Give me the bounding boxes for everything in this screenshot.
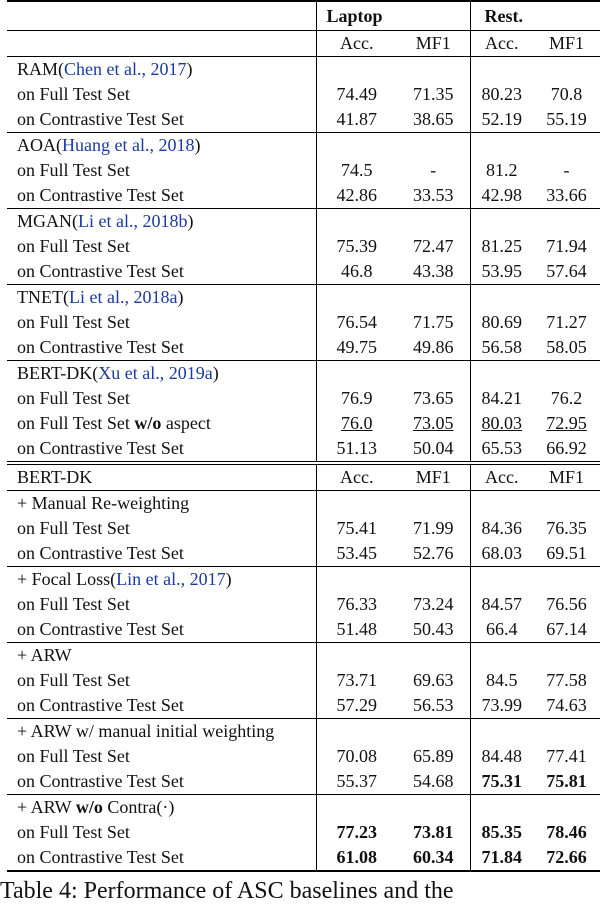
cell-laptop-mf1: [397, 234, 470, 259]
cell-rest-mf1: [533, 820, 600, 845]
cell-value: 85.35: [481, 822, 522, 842]
row-label: [7, 310, 316, 335]
model-name: TNET: [17, 287, 63, 307]
header-row-metrics: [7, 31, 600, 57]
results-table: [7, 0, 600, 872]
row-label-text: on Contrastive Test Set: [17, 261, 184, 281]
cell-rest-acc: [470, 335, 533, 361]
cell-value: 57.29: [336, 695, 377, 715]
row-label: [7, 436, 316, 463]
row-label-text: on Contrastive Test Set: [17, 847, 184, 867]
cell-laptop-mf1: [397, 592, 470, 617]
row-label: [7, 769, 316, 795]
cell-laptop-mf1: [397, 259, 470, 285]
cell-rest-mf1: [533, 769, 600, 795]
cell-value: 84.36: [481, 518, 522, 538]
row-label: [7, 183, 316, 209]
cell-rest-acc: [470, 234, 533, 259]
cell-rest-mf1: [533, 411, 600, 436]
cell-rest-acc: [470, 541, 533, 567]
row-label: [7, 617, 316, 643]
cell-value: 71.84: [481, 847, 522, 867]
table-row: [7, 541, 600, 567]
cell-value: 70.8: [550, 84, 583, 104]
cell-laptop-mf1: [397, 820, 470, 845]
cell-value: 49.75: [336, 337, 377, 357]
row-label-text: on Full Test Set: [17, 236, 130, 256]
cell-laptop-acc: [316, 310, 397, 335]
cell-laptop-mf1: [397, 516, 470, 541]
cell-rest-acc: [470, 259, 533, 285]
group-label: BERT-DK(Xu et al., 2019a): [7, 361, 316, 387]
group-row: [7, 491, 600, 517]
row-label: [7, 693, 316, 719]
cell-value: 75.39: [336, 236, 377, 256]
cell-laptop-mf1: [397, 82, 470, 107]
row-label-text: on Contrastive Test Set: [17, 438, 184, 458]
cell-value: -: [430, 160, 437, 180]
cell-value: 76.0: [341, 413, 373, 433]
table-row: [7, 82, 600, 107]
cell-value: 68.03: [481, 543, 522, 563]
cell-value: 77.41: [546, 746, 587, 766]
cell-value: 70.08: [336, 746, 377, 766]
cell-laptop-acc: [316, 617, 397, 643]
cell-value: 74.5: [341, 160, 373, 180]
table-row: [7, 693, 600, 719]
table-row: [7, 310, 600, 335]
cell-rest-acc: [470, 845, 533, 871]
cell-laptop-mf1: [397, 386, 470, 411]
section2-header-laptop-mf1: MF1: [397, 463, 470, 491]
cell-value: 81.2: [486, 160, 518, 180]
table-row: [7, 845, 600, 871]
cell-laptop-acc: [316, 183, 397, 209]
cell-rest-mf1: [533, 693, 600, 719]
row-label-text: on Full Test Set: [17, 160, 130, 180]
cell-rest-mf1: [533, 335, 600, 361]
cell-rest-acc: [470, 668, 533, 693]
cell-rest-mf1: [533, 541, 600, 567]
model-name: RAM: [17, 59, 59, 79]
cell-value: 84.5: [486, 670, 518, 690]
group-row: [7, 795, 600, 821]
cell-value: 43.38: [413, 261, 454, 281]
table-caption: Table 4: Performance of ASC baselines and the: [0, 878, 454, 904]
citation-link[interactable]: Li et al., 2018b: [78, 211, 188, 231]
table-row: [7, 386, 600, 411]
cell-value: 75.31: [481, 771, 522, 791]
cell-value: 76.56: [546, 594, 587, 614]
citation-link[interactable]: Huang et al., 2018: [62, 135, 195, 155]
cell-rest-acc: [470, 436, 533, 463]
cell-laptop-acc: [316, 158, 397, 183]
cell-value: 80.69: [481, 312, 522, 332]
cell-value: 54.68: [413, 771, 454, 791]
cell-laptop-acc: [316, 744, 397, 769]
cell-laptop-mf1: [397, 617, 470, 643]
cell-rest-acc: [470, 617, 533, 643]
row-label: [7, 516, 316, 541]
row-label: [7, 668, 316, 693]
cell-value: 49.86: [413, 337, 454, 357]
cell-value: 73.65: [413, 388, 454, 408]
group-row: [7, 209, 600, 235]
cell-value: 74.49: [336, 84, 377, 104]
cell-value: 42.98: [481, 185, 522, 205]
cell-value: 46.8: [341, 261, 373, 281]
row-label-bold: w/o: [134, 413, 162, 433]
cell-rest-mf1: [533, 82, 600, 107]
cell-rest-acc: [470, 411, 533, 436]
table-row: [7, 234, 600, 259]
cell-value: 71.27: [546, 312, 587, 332]
row-label: [7, 107, 316, 133]
row-label: [7, 158, 316, 183]
section2-model: BERT-DK: [7, 463, 316, 491]
cell-laptop-acc: [316, 386, 397, 411]
cell-value: 80.23: [481, 84, 522, 104]
cell-laptop-acc: [316, 541, 397, 567]
table-row: [7, 769, 600, 795]
row-label-text: on Contrastive Test Set: [17, 337, 184, 357]
row-label-text: on Full Test Set: [17, 822, 130, 842]
table-row: [7, 668, 600, 693]
cell-value: 57.64: [546, 261, 587, 281]
cell-rest-mf1: [533, 234, 600, 259]
model-name: + Focal Loss: [17, 569, 111, 589]
row-label-text: on Contrastive Test Set: [17, 771, 184, 791]
cell-laptop-acc: [316, 592, 397, 617]
cell-value: 42.86: [336, 185, 377, 205]
row-label: [7, 411, 316, 436]
cell-value: 52.76: [413, 543, 454, 563]
cell-value: 66.92: [546, 438, 587, 458]
cell-value: 72.47: [413, 236, 454, 256]
table-row: [7, 158, 600, 183]
row-label: [7, 820, 316, 845]
cell-laptop-mf1: [397, 668, 470, 693]
cell-value: 66.4: [486, 619, 518, 639]
group-label: [7, 719, 316, 745]
cell-laptop-mf1: [397, 693, 470, 719]
row-label-text: on Full Test Set: [17, 388, 130, 408]
table-row: [7, 516, 600, 541]
row-label: [7, 259, 316, 285]
row-label-text: on Full Test Set: [17, 746, 130, 766]
cell-value: 69.51: [546, 543, 587, 563]
cell-value: 55.19: [546, 109, 587, 129]
cell-rest-mf1: [533, 668, 600, 693]
model-name: BERT-DK: [17, 363, 93, 383]
cell-laptop-acc: [316, 845, 397, 871]
table-row: [7, 335, 600, 361]
cell-value: 56.53: [413, 695, 454, 715]
table-row: [7, 259, 600, 285]
row-label: [7, 592, 316, 617]
row-label-text: on Contrastive Test Set: [17, 619, 184, 639]
row-label-text: on Full Test Set: [17, 84, 130, 104]
cell-value: 84.21: [481, 388, 522, 408]
cell-value: 53.45: [336, 543, 377, 563]
row-label-text: on Full Test Set: [17, 670, 130, 690]
cell-rest-acc: [470, 820, 533, 845]
cell-value: 84.57: [481, 594, 522, 614]
cell-rest-acc: [470, 310, 533, 335]
cell-laptop-mf1: [397, 310, 470, 335]
row-label-text: on Contrastive Test Set: [17, 185, 184, 205]
header-rest-acc: Acc.: [470, 31, 533, 57]
section2-header-row: [7, 463, 600, 491]
row-label: [7, 744, 316, 769]
cell-value: 77.58: [546, 670, 587, 690]
cell-value: 65.53: [481, 438, 522, 458]
cell-laptop-acc: [316, 436, 397, 463]
cell-value: 55.37: [336, 771, 377, 791]
table-row: [7, 592, 600, 617]
cell-value: 75.81: [546, 771, 587, 791]
cell-value: 71.99: [413, 518, 454, 538]
citation-link[interactable]: Chen et al., 2017: [64, 59, 187, 79]
cell-value: 78.46: [546, 822, 587, 842]
cell-value: 33.66: [546, 185, 587, 205]
table-row: [7, 744, 600, 769]
header-laptop-acc: Acc.: [316, 31, 397, 57]
cell-value: 72.95: [546, 413, 587, 433]
cell-laptop-mf1: [397, 769, 470, 795]
cell-value: 76.2: [550, 388, 583, 408]
group-label: TNET(Li et al., 2018a): [7, 285, 316, 311]
row-label-text: on Contrastive Test Set: [17, 695, 184, 715]
cell-value: 52.19: [481, 109, 522, 129]
cell-rest-acc: [470, 107, 533, 133]
cell-laptop-acc: [316, 693, 397, 719]
cell-rest-acc: [470, 516, 533, 541]
cell-value: -: [563, 160, 570, 180]
group-label: [7, 643, 316, 669]
group-row: [7, 133, 600, 159]
cell-laptop-mf1: [397, 436, 470, 463]
header-row-groups: [7, 1, 600, 31]
table-row: [7, 617, 600, 643]
cell-value: 50.43: [413, 619, 454, 639]
group-row: [7, 361, 600, 387]
cell-rest-acc: [470, 693, 533, 719]
results-table-container: [7, 0, 600, 872]
model-name: + Manual Re-weighting: [17, 493, 190, 513]
cell-value: 51.13: [336, 438, 377, 458]
cell-laptop-mf1: [397, 411, 470, 436]
cell-value: 72.66: [546, 847, 587, 867]
row-label-text: on Full Test Set: [17, 413, 135, 433]
cell-laptop-acc: [316, 82, 397, 107]
cell-value: 73.24: [413, 594, 454, 614]
model-name: + ARW w/ manual initial weighting: [17, 721, 275, 741]
cell-rest-acc: [470, 158, 533, 183]
cell-value: 74.63: [546, 695, 587, 715]
cell-rest-mf1: [533, 744, 600, 769]
citation-link[interactable]: Lin et al., 2017: [116, 569, 226, 589]
citation-link[interactable]: Xu et al., 2019a: [98, 363, 213, 383]
row-label-text: on Full Test Set: [17, 518, 130, 538]
cell-laptop-mf1: [397, 107, 470, 133]
cell-value: 71.94: [546, 236, 587, 256]
group-row: [7, 643, 600, 669]
cell-rest-mf1: [533, 845, 600, 871]
row-label: [7, 386, 316, 411]
cell-rest-mf1: [533, 259, 600, 285]
group-row: [7, 719, 600, 745]
cell-laptop-mf1: [397, 541, 470, 567]
row-label: [7, 541, 316, 567]
cell-rest-mf1: [533, 107, 600, 133]
section2-header-rest-mf1: MF1: [533, 463, 600, 491]
cell-laptop-acc: [316, 259, 397, 285]
cell-rest-acc: [470, 769, 533, 795]
model-name-tail: Contra(·): [102, 797, 175, 817]
cell-value: 73.71: [336, 670, 377, 690]
model-name: + ARW: [17, 797, 76, 817]
row-label: [7, 845, 316, 871]
cell-value: 84.48: [481, 746, 522, 766]
model-name: AOA: [17, 135, 56, 155]
cell-laptop-acc: [316, 516, 397, 541]
group-label: RAM(Chen et al., 2017): [7, 57, 316, 83]
cell-laptop-acc: [316, 411, 397, 436]
header-rest-mf1: MF1: [533, 31, 600, 57]
header-laptop: Laptop: [316, 1, 470, 31]
cell-rest-acc: [470, 592, 533, 617]
cell-rest-mf1: [533, 183, 600, 209]
row-label: [7, 234, 316, 259]
row-label-text: on Contrastive Test Set: [17, 543, 184, 563]
cell-value: 69.63: [413, 670, 454, 690]
cell-value: 77.23: [336, 822, 377, 842]
cell-value: 73.05: [413, 413, 454, 433]
group-label: + Focal Loss(Lin et al., 2017): [7, 567, 316, 593]
cell-value: 58.05: [546, 337, 587, 357]
model-name: MGAN: [17, 211, 73, 231]
row-label-text: on Full Test Set: [17, 594, 130, 614]
cell-value: 33.53: [413, 185, 454, 205]
cell-laptop-acc: [316, 668, 397, 693]
cell-value: 76.35: [546, 518, 587, 538]
cell-rest-mf1: [533, 158, 600, 183]
cell-laptop-mf1: [397, 158, 470, 183]
group-label: [7, 491, 316, 517]
cell-laptop-mf1: [397, 183, 470, 209]
header-laptop-mf1: MF1: [397, 31, 470, 57]
group-row: [7, 57, 600, 83]
cell-value: 71.75: [413, 312, 454, 332]
cell-laptop-acc: [316, 335, 397, 361]
row-label: [7, 335, 316, 361]
cell-rest-mf1: [533, 310, 600, 335]
header-rest: Rest.: [470, 1, 600, 31]
cell-laptop-mf1: [397, 744, 470, 769]
cell-value: 41.87: [336, 109, 377, 129]
cell-rest-acc: [470, 82, 533, 107]
cell-value: 71.35: [413, 84, 454, 104]
cell-value: 73.81: [413, 822, 454, 842]
cell-value: 65.89: [413, 746, 454, 766]
group-row: [7, 285, 600, 311]
group-label: MGAN(Li et al., 2018b): [7, 209, 316, 235]
group-label: [7, 795, 316, 821]
cell-value: 38.65: [413, 109, 454, 129]
cell-value: 61.08: [336, 847, 377, 867]
cell-rest-mf1: [533, 516, 600, 541]
cell-value: 51.48: [336, 619, 377, 639]
cell-value: 53.95: [481, 261, 522, 281]
model-name: + ARW: [17, 645, 72, 665]
cell-rest-acc: [470, 183, 533, 209]
table-row: [7, 107, 600, 133]
cell-laptop-mf1: [397, 845, 470, 871]
cell-laptop-acc: [316, 820, 397, 845]
cell-laptop-acc: [316, 769, 397, 795]
cell-value: 60.34: [413, 847, 454, 867]
cell-value: 81.25: [481, 236, 522, 256]
cell-rest-mf1: [533, 436, 600, 463]
model-name-bold: w/o: [75, 797, 103, 817]
row-label-text: on Contrastive Test Set: [17, 109, 184, 129]
row-label-text: on Full Test Set: [17, 312, 130, 332]
group-row: [7, 567, 600, 593]
cell-value: 75.41: [336, 518, 377, 538]
table-row: [7, 436, 600, 463]
row-label: [7, 82, 316, 107]
cell-laptop-mf1: [397, 335, 470, 361]
section2-header-rest-acc: Acc.: [470, 463, 533, 491]
cell-value: 80.03: [481, 413, 522, 433]
group-label: AOA(Huang et al., 2018): [7, 133, 316, 159]
cell-value: 56.58: [481, 337, 522, 357]
cell-value: 50.04: [413, 438, 454, 458]
cell-value: 76.33: [336, 594, 377, 614]
table-row: [7, 820, 600, 845]
table-row: [7, 411, 600, 436]
row-label-tail: aspect: [161, 413, 211, 433]
cell-value: 76.9: [341, 388, 373, 408]
cell-rest-acc: [470, 744, 533, 769]
cell-value: 67.14: [546, 619, 587, 639]
citation-link[interactable]: Li et al., 2018a: [68, 287, 178, 307]
cell-value: 73.99: [481, 695, 522, 715]
cell-value: 76.54: [336, 312, 377, 332]
cell-laptop-acc: [316, 107, 397, 133]
table-row: [7, 183, 600, 209]
cell-rest-mf1: [533, 386, 600, 411]
cell-rest-mf1: [533, 592, 600, 617]
section2-header-laptop-acc: Acc.: [316, 463, 397, 491]
cell-rest-mf1: [533, 617, 600, 643]
cell-laptop-acc: [316, 234, 397, 259]
cell-rest-acc: [470, 386, 533, 411]
